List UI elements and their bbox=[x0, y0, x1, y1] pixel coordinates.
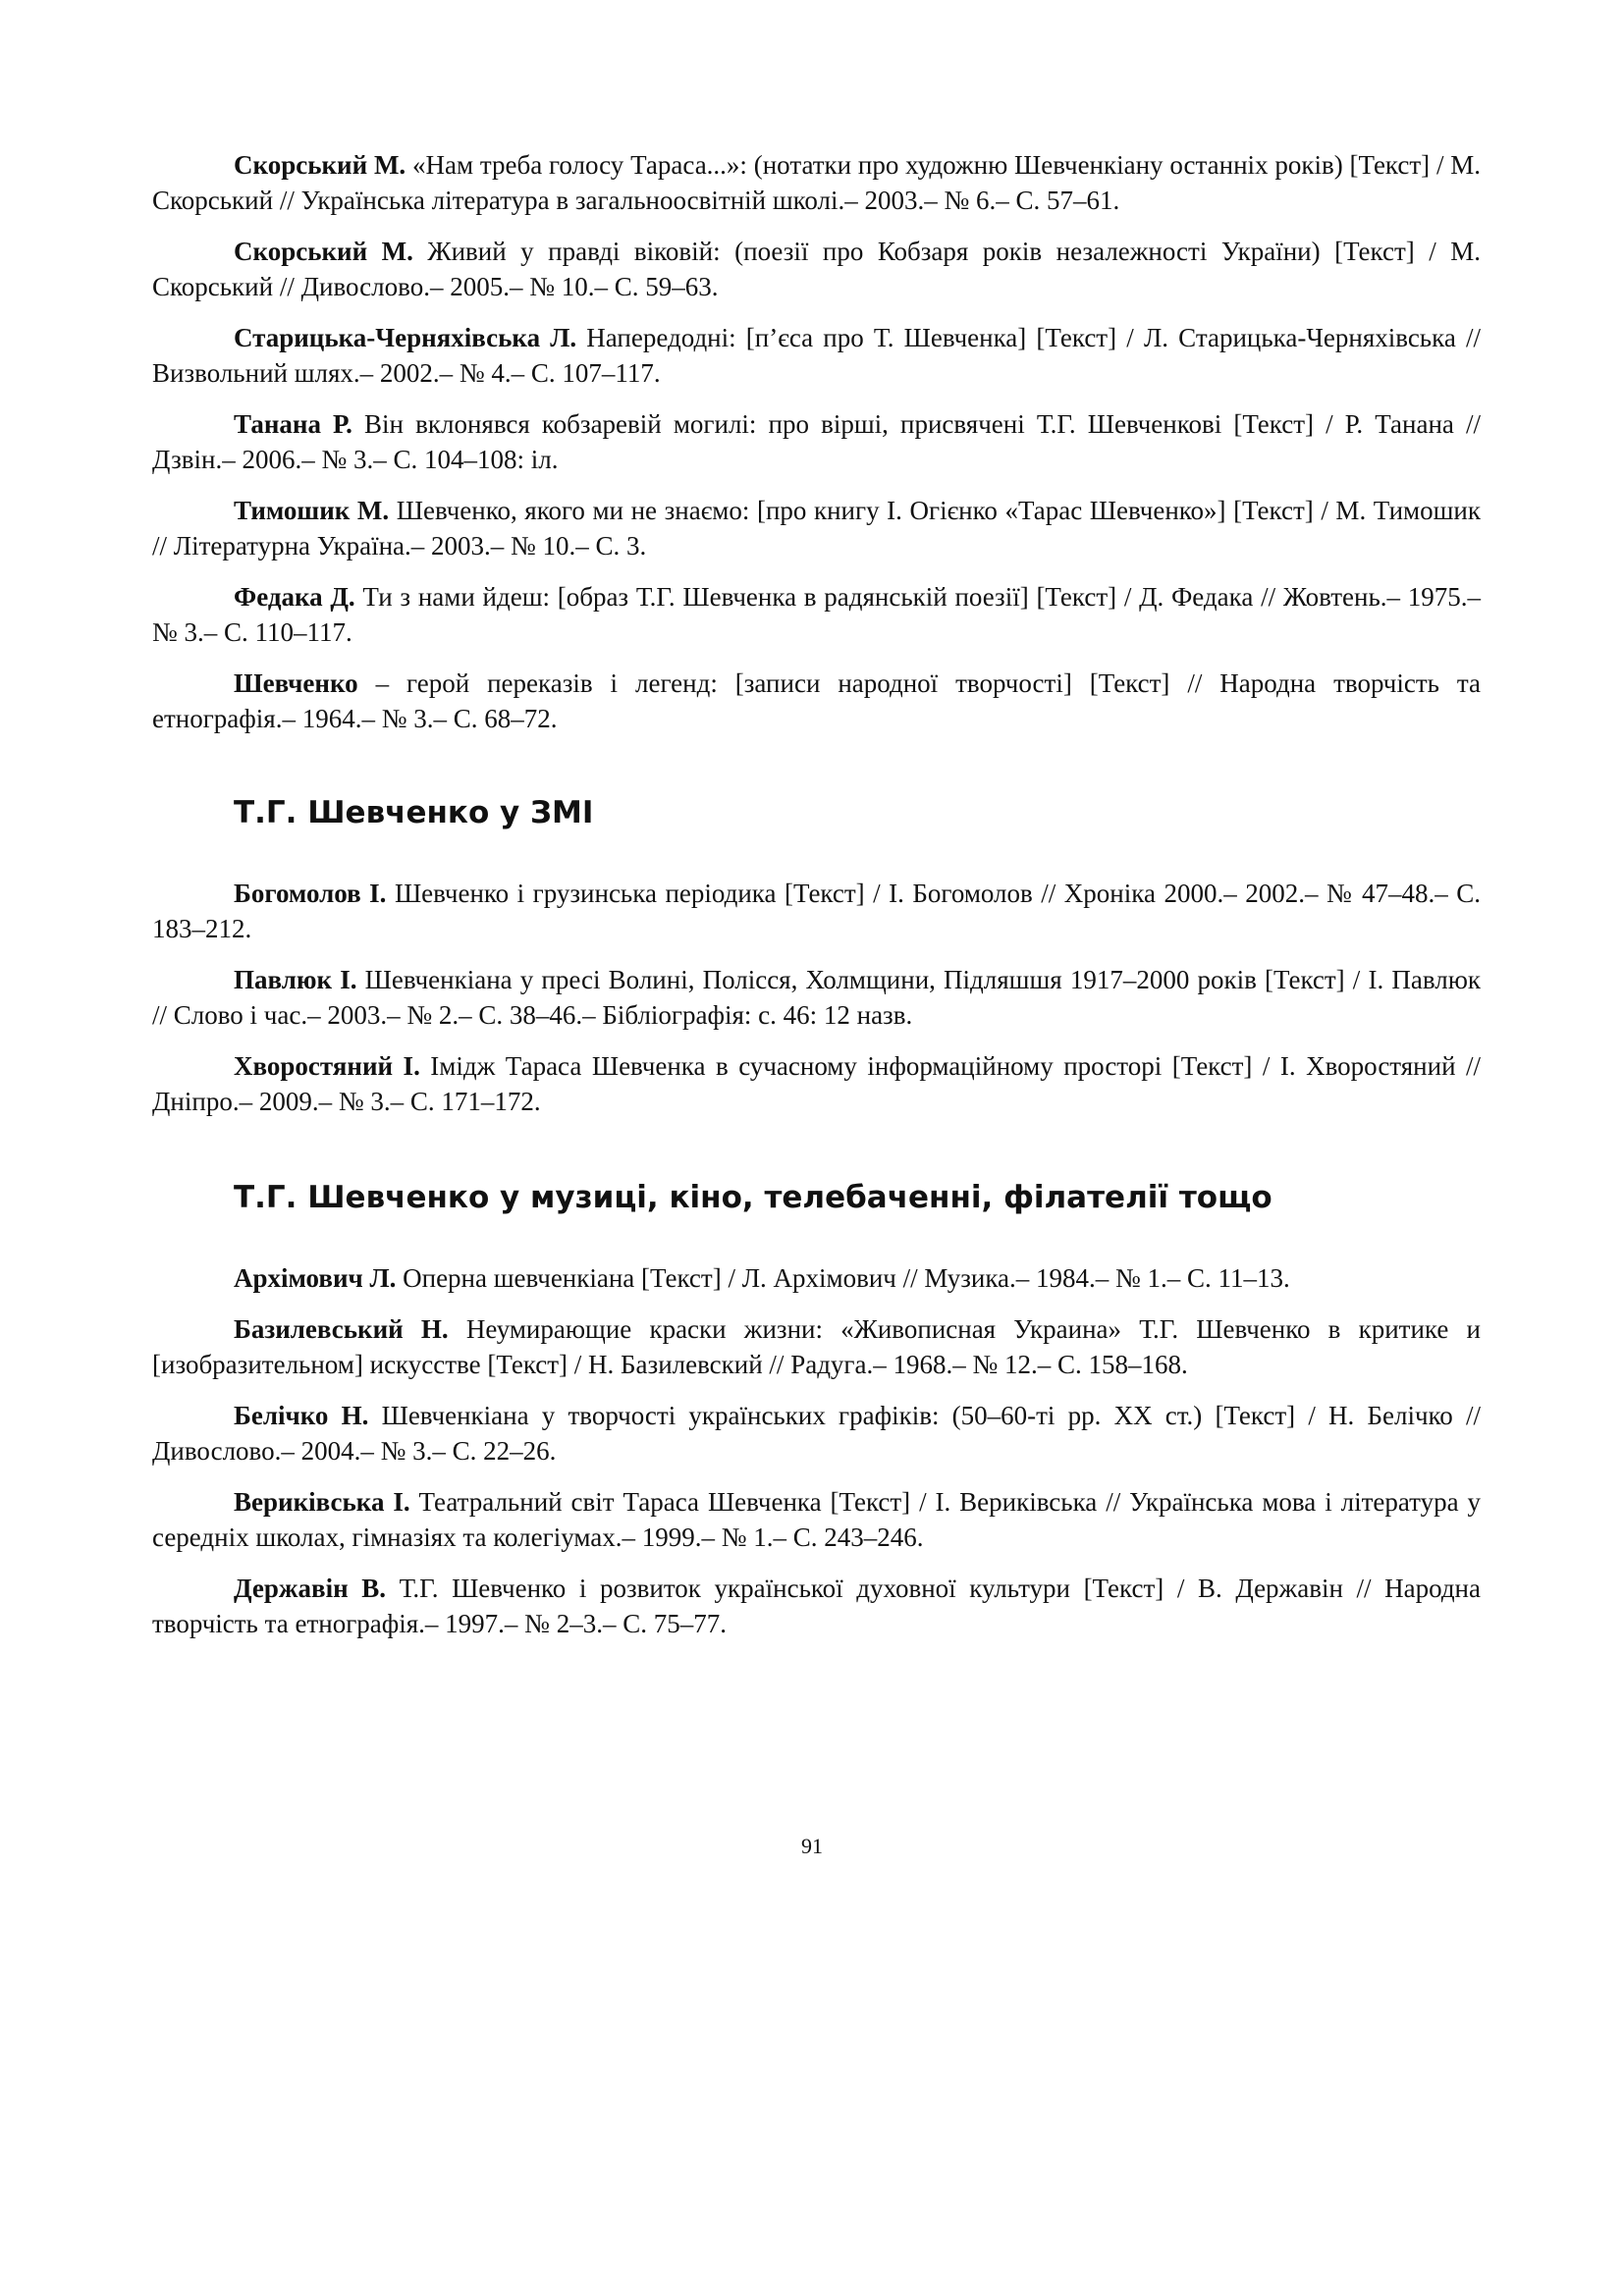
entry-author: Скорський М. bbox=[234, 150, 406, 180]
entry-text: Т.Г. Шевченко і розвиток української духовної культури [Текст] / В. Державін // Народна творчість та етнографія.– 1997.– № 2–3.– С. 75–77. bbox=[152, 1574, 1481, 1638]
entry-author: Белічко Н. bbox=[234, 1401, 369, 1430]
bibliography-entry bbox=[152, 1484, 1481, 1555]
entry-text: Шевченкіана у пресі Волині, Полісся, Холмщини, Підляшшя 1917–2000 років [Текст] / І. Павлюк // Слово і час.– 2003.– № 2.– С. 38–46.– Бібліографія: с. 46: 12 назв. bbox=[152, 965, 1481, 1030]
entry-author: Вериківська І. bbox=[234, 1487, 410, 1517]
section-heading-media: Т.Г. Шевченко у ЗМІ bbox=[234, 795, 594, 830]
entry-text: Шевченкіана у творчості українських графіків: (50–60-ті рр. XX ст.) [Текст] / Н. Белічко // Дивослово.– 2004.– № 3.– С. 22–26. bbox=[152, 1401, 1481, 1466]
entry-list-media bbox=[152, 876, 1481, 1119]
bibliography-entry bbox=[152, 406, 1481, 477]
bibliography-entry bbox=[152, 147, 1481, 218]
entry-author: Богомолов І. bbox=[234, 879, 387, 908]
entry-author: Старицька-Черняхівська Л. bbox=[234, 323, 577, 352]
bibliography-entry bbox=[152, 234, 1481, 304]
entry-list-music-film bbox=[152, 1260, 1481, 1641]
entry-author: Павлюк І. bbox=[234, 965, 357, 994]
entry-author: Державін В. bbox=[234, 1574, 386, 1603]
section-heading-music-film: Т.Г. Шевченко у музиці, кіно, телебаченні, філателії тощо bbox=[234, 1180, 1272, 1215]
entry-text: Театральний світ Тараса Шевченка [Текст] / І. Вериківська // Українська мова і література у середніх школах, гімназіях та колегіумах.– 1999.– № 1.– С. 243–246. bbox=[152, 1487, 1481, 1552]
entry-text: Неумирающие краски жизни: «Живописная Украина» Т.Г. Шевченко в критике и [изобразительном] искусстве [Текст] / Н. Базилевский // Радуга.– 1968.– № 12.– С. 158–168. bbox=[152, 1314, 1482, 1379]
bibliography-entry bbox=[152, 666, 1481, 736]
entry-text: – герой переказів і легенд: [записи народної творчості] [Текст] // Народна творчість та етнографія.– 1964.– № 3.– С. 68–72. bbox=[152, 668, 1481, 733]
entry-text: Шевченко і грузинська періодика [Текст] / І. Богомолов // Хроніка 2000.– 2002.– № 47–48.– С. 183–212. bbox=[152, 879, 1482, 943]
entry-author: Федака Д. bbox=[234, 582, 355, 612]
entry-text: Оперна шевченкіана [Текст] / Л. Архімович // Музика.– 1984.– № 1.– С. 11–13. bbox=[396, 1263, 1290, 1293]
entry-text: Він вклонявся кобзаревій могилі: про вірші, присвячені Т.Г. Шевченкові [Текст] / Р. Танана // Дзвін.– 2006.– № 3.– С. 104–108: іл. bbox=[152, 409, 1481, 474]
entry-list-continued bbox=[152, 147, 1481, 736]
entry-text: «Нам треба голосу Тараса...»: (нотатки про художню Шевченкіану останніх років) [Текст] / М. Скорський // Українська література в загальноосвітній школі.– 2003.– № 6.– С. 57–61. bbox=[152, 150, 1481, 215]
entry-author: Тимошик М. bbox=[234, 496, 390, 525]
entry-author: Танана Р. bbox=[234, 409, 352, 439]
bibliography-entry bbox=[152, 1048, 1481, 1119]
entry-author: Скорський М. bbox=[234, 237, 413, 266]
entry-text: Ти з нами йдеш: [образ Т.Г. Шевченка в радянській поезії] [Текст] / Д. Федака // Жовтень.– 1975.– № 3.– С. 110–117. bbox=[152, 582, 1481, 647]
bibliography-entry bbox=[152, 1571, 1481, 1641]
bibliography-entry bbox=[152, 1398, 1481, 1468]
bibliography-entry bbox=[152, 1260, 1481, 1296]
entry-text: Напередодні: [п’єса про Т. Шевченка] [Текст] / Л. Старицька-Черняхівська // Визвольний шлях.– 2002.– № 4.– С. 107–117. bbox=[152, 323, 1481, 388]
entry-text: Живий у правді віковій: (поезії про Кобзаря років незалежності України) [Текст] / М. Скорський // Дивослово.– 2005.– № 10.– С. 59–63. bbox=[152, 237, 1481, 301]
bibliography-entry bbox=[152, 876, 1481, 946]
bibliography-entry bbox=[152, 962, 1481, 1033]
bibliography-entry bbox=[152, 1311, 1481, 1382]
entry-author: Хворостяний І. bbox=[234, 1051, 420, 1081]
entry-author: Архімович Л. bbox=[234, 1263, 397, 1293]
entry-text: Імідж Тараса Шевченка в сучасному інформаційному просторі [Текст] / І. Хворостяний // Дніпро.– 2009.– № 3.– С. 171–172. bbox=[152, 1051, 1481, 1116]
page-number: 91 bbox=[801, 1834, 823, 1858]
entry-author: Шевченко bbox=[234, 668, 358, 698]
entry-author: Базилевський Н. bbox=[234, 1314, 449, 1344]
bibliography-entry bbox=[152, 579, 1481, 650]
bibliography-entry bbox=[152, 320, 1481, 391]
bibliography-content bbox=[152, 147, 1481, 1657]
bibliography-entry bbox=[152, 493, 1481, 563]
entry-text: Шевченко, якого ми не знаємо: [про книгу І. Огієнко «Тарас Шевченко»] [Текст] / М. Тимошик // Літературна Україна.– 2003.– № 10.– С. 3. bbox=[152, 496, 1481, 561]
